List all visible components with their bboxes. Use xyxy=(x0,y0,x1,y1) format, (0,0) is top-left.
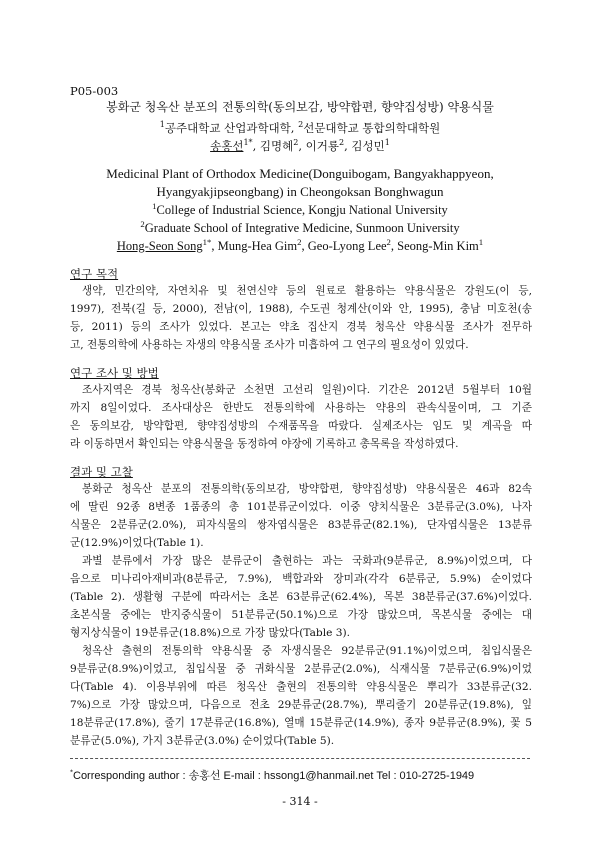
author-korean: , 김성민 xyxy=(344,139,385,153)
affil-mark: 2 xyxy=(140,218,145,229)
author-korean: , 이거룡 xyxy=(298,139,339,153)
author-mark: 1* xyxy=(202,236,212,247)
title-english-line-1: Medicinal Plant of Orthodox Medicine(Donguibogam, Bangyakhappyeon, xyxy=(106,166,494,181)
section-heading-results: 결과 및 고찰 xyxy=(70,465,133,479)
footnote-mark: * xyxy=(70,767,73,777)
text-line: 9분류군(8.9%)이었고, 침입식물 중 귀화식물 2분류군(2.0%), 식재식물 7분류군(6.9%)이었 xyxy=(70,663,532,675)
author-mark: 1 xyxy=(384,138,390,148)
paragraph-methods xyxy=(70,381,532,453)
affil-mark: 2 xyxy=(298,120,304,130)
author-mark: 2 xyxy=(293,138,299,148)
authors-korean xyxy=(0,138,600,154)
text-line: 봉화군 청옥산 분포의 전통의학(동의보감, 방약합편, 향약집성방) 약용식물은 46과 82속 xyxy=(82,483,532,495)
footnote-divider xyxy=(70,758,530,759)
author-korean: , 김명혜 xyxy=(252,139,294,153)
affil-1-english-text: College of Industrial Science, Kongju National University xyxy=(156,203,448,217)
affiliation-2-english xyxy=(0,218,600,236)
text-line: 까지 8일이었다. 조사대상은 한반도 전통의학에 사용하는 약용의 관속식물이며, 그 기준 xyxy=(70,402,532,414)
text-line: 분류군(5.0%), 가지 3분류군(3.0%) 순이었다(Table 5). xyxy=(70,735,335,747)
text-line: 조사지역은 경북 청옥산(봉화군 소천면 고선리 일원)이다. 기간은 2012년 5월부터 10월 xyxy=(82,384,532,396)
text-line: 식물은 2분류군(2.0%), 피자식물의 쌍자엽식물은 83분류군(82.1%), 단자엽식물은 13분류 xyxy=(70,519,532,531)
author-mark: 1* xyxy=(243,138,253,148)
text-line: 다(Table 4). 이용부위에 따른 청옥산 출현의 전통의학 약용식물은 뿌리가 33분류군(32. xyxy=(70,681,532,693)
corresponding-author-footnote xyxy=(70,767,474,783)
page-number: - 314 - xyxy=(282,795,318,808)
text-line: 음으로 미나리아재비과(8분류군, 7.9%), 백합과와 장미과(각각 6분류군, 5.9%) 순이었다 xyxy=(70,573,532,585)
text-line: (Table 2). 생활형 구분에 따라서는 초본 63분류군(62.4%), 목본 38분류군(37.6%)이었다. xyxy=(70,591,532,603)
affil-1-korean: 공주대학교 산업과학대학, xyxy=(164,121,299,135)
author-mark: 2 xyxy=(386,236,391,247)
affil-mark: 1 xyxy=(152,200,157,211)
affil-2-korean: 선문대학교 통합의학대학원 xyxy=(303,121,441,135)
text-line: 에 딸린 92종 8변종 1품종의 총 101분류군이었다. 이중 양치식물은 3분류군(3.0%), 나자 xyxy=(70,501,532,513)
text-line: 라 이동하면서 확인되는 약용식물을 동정하여 야장에 기록하고 총목록을 작성하였다. xyxy=(70,438,459,450)
affiliations-korean xyxy=(0,120,600,136)
text-line: 은 동의보감, 방약합편, 향약집성방의 수재품목을 따랐다. 실제조사는 임도 및 계곡을 따 xyxy=(70,420,532,432)
section-heading-methods: 연구 조사 및 방법 xyxy=(70,366,159,380)
author-mark: 2 xyxy=(339,138,345,148)
author-english: , Seong-Min Kim xyxy=(390,239,479,253)
lead-author-korean: 송홍선 xyxy=(210,139,244,153)
lead-author-english: Hong-Seon Song xyxy=(116,239,203,253)
author-mark: 2 xyxy=(297,236,302,247)
author-english: , Geo-Lyong Lee xyxy=(301,239,387,253)
title-korean: 봉화군 청옥산 분포의 전통의학(동의보감, 방약합편, 향약집성방) 약용식물 xyxy=(106,100,494,114)
affil-mark: 1 xyxy=(159,120,165,130)
section-heading-purpose: 연구 목적 xyxy=(70,267,119,281)
paragraph-results xyxy=(70,480,532,750)
text-line: 초본식물 중에는 반지중식물이 51분류군(50.1%)으로 가장 많았으며, 목본식물 중에는 대 xyxy=(70,609,532,621)
text-line: 18분류군(17.8%), 줄기 17분류군(16.8%), 열매 15분류군(14.9%), 종자 9분류군(8.9%), 꽃 5 xyxy=(70,717,532,729)
text-line: 청옥산 출현의 전통의학 약용식물 중 자생식물은 92분류군(91.1%)이었으며, 침입식물은 xyxy=(82,645,532,657)
affil-2-english-text: Graduate School of Integrative Medicine, Sunmoon University xyxy=(144,221,460,235)
text-line: 1997), 전북(길 등, 2000), 전남(이, 1988), 수도권 청계산(이와 안, 1995), 충남 미호천(송 xyxy=(70,303,532,315)
paragraph-purpose xyxy=(70,282,532,354)
text-line: 고, 전통의학에 사용하는 자생의 약용식물 조사가 미흡하여 그 연구의 필요성이 있었다. xyxy=(70,339,469,351)
text-line: 등, 2011) 등의 조사가 있었다. 본고는 약초 집산지 경북 청옥산 약용식물 조사가 전무하 xyxy=(70,321,532,333)
paper-code: P05-003 xyxy=(70,84,119,98)
text-line: 생약, 민간의약, 자연치유 및 천연신약 등의 원료로 활용하는 약용식물은 강원도(이 등, xyxy=(82,285,532,297)
footnote-text: Corresponding author : 송홍선 E-mail : hssong1@hanmail.net Tel : 010-2725-1949 xyxy=(73,770,475,782)
author-mark: 1 xyxy=(478,236,484,247)
authors-english xyxy=(0,236,600,254)
text-line: 군(12.9%)이었다(Table 1). xyxy=(70,537,204,549)
text-line: 과별 분류에서 가장 많은 분류군이 출현하는 과는 국화과(9분류군, 8.9%)이었으며, 다 xyxy=(82,555,532,567)
title-english-line-2: Hyangyakjipseongbang) in Cheongoksan Bonghwagun xyxy=(156,184,444,199)
text-line: 형지상식물이 19분류군(18.8%)으로 가장 많았다(Table 3). xyxy=(70,627,350,639)
affiliation-1-english xyxy=(0,200,600,218)
text-line: 7%)으로 가장 많았으며, 다음으로 전초 29분류군(28.7%), 뿌리줄기 20분류군(19.8%), 잎 xyxy=(70,699,532,711)
author-english: , Mung-Hea Gim xyxy=(211,239,298,253)
